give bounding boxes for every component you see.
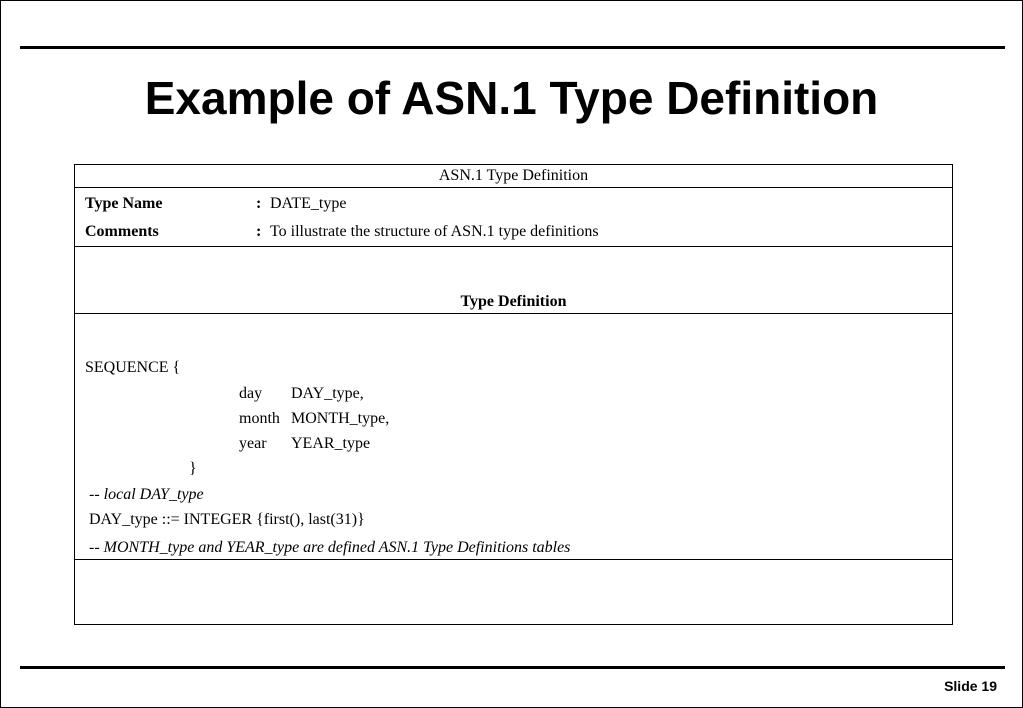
comments-value: To illustrate the structure of ASN.1 type definitions (270, 223, 599, 240)
comments-separator: : (256, 223, 262, 240)
field-type: DAY_type, (291, 385, 364, 402)
sequence-close: } (189, 460, 197, 477)
comments-label: Comments (85, 223, 159, 240)
top-rule (20, 46, 1005, 49)
field-name: month (239, 410, 280, 427)
definition-table (74, 164, 953, 625)
section-title: Type Definition (460, 293, 567, 310)
field-type: YEAR_type (291, 435, 371, 452)
field-name: day (239, 385, 263, 402)
type-name-label: Type Name (85, 195, 163, 212)
field-type: MONTH_type, (291, 410, 390, 427)
day-type-definition: DAY_type ::= INTEGER {first(), last(31)} (89, 511, 365, 528)
footer-divider (75, 559, 952, 560)
comment-local: -- local DAY_type (89, 486, 204, 503)
section-divider (75, 313, 952, 314)
slide-number: Slide 19 (944, 678, 997, 694)
bottom-rule (20, 666, 1005, 669)
caption-divider (75, 187, 952, 188)
comment-tables: -- MONTH_type and YEAR_type are defined ASN.1 Type Definitions tables (89, 539, 571, 556)
field-name: year (239, 435, 267, 452)
sequence-open: SEQUENCE { (85, 359, 181, 376)
header-divider (75, 246, 952, 247)
slide-title: Example of ASN.1 Type Definition (144, 72, 879, 124)
type-name-separator: : (256, 195, 262, 212)
type-name-value: DATE_type (270, 195, 347, 212)
table-caption: ASN.1 Type Definition (438, 167, 589, 184)
